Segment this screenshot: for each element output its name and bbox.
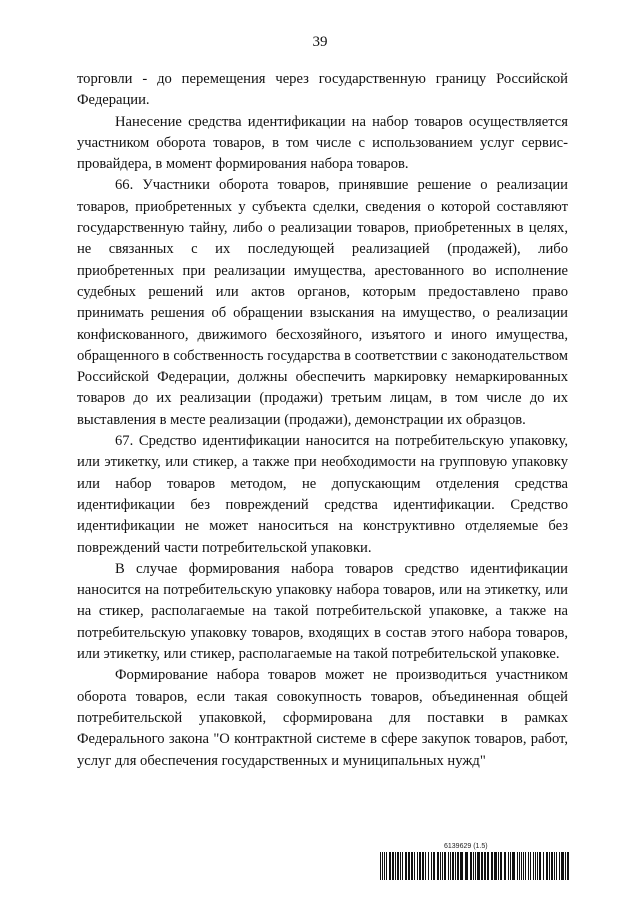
paragraph-set-of-goods: В случае формирования набора товаров средство идентификации наносится на потребительскую упаковку набора товаров, или на этикетку, или на стикер, располагаемые на такой потребительской упаковке, а также на потребительскую упаковку товаров, входящих в состав этого набора товаров, или этикетку, или стикер, располагаемые на такой потребительской упаковке. (77, 560, 568, 663)
paragraph-set-formation: Формирование набора товаров может не производиться участником оборота товаров, если такая совокупность товаров, объединенная общей потребительской упаковкой, сформирована для поставки в рамках Федерального закона "О контрактной системе в сфере закупок товаров, работ, услуг для обеспечения государственных и муниципальных нужд" (77, 667, 568, 769)
paragraph-marking-application: Нанесение средства идентификации на набор товаров осуществляется участником оборота товаров, в том числе с использованием услуг сервис-провайдера, в момент формирования набора товаров. (77, 113, 568, 173)
document-code: 6139629 (1.5) (444, 843, 488, 850)
page-number: 39 (312, 34, 328, 50)
paragraph-continuation: торговли - до перемещения через государственную границу Российской Федерации. (77, 71, 568, 109)
paragraph-66: 66. Участники оборота товаров, принявшие решение о реализации товаров, приобретенных у субъекта сделки, сведения о которой составляют государственную тайну, либо о реализации товаров, приобретенных в целях, не связанных с их последующей реализацией (продажей), либо приобретенных при реализации имущества, арестованного во исполнение судебных решений или актов органов, которым предоставлено право принимать решения об обращении взыскания на имущество, о реализации конфискованного, движимого бесхозяйного, изъятого и иного имущества, обращенного в собственность государства в соответствии с законодательством Российской Федерации, должны обеспечить маркировку немаркированных товаров до их реализации (продажи) третьим лицам, в том числе до их выставления в месте реализации (продажи), демонстрации их образцов. (77, 177, 568, 428)
paragraph-67: 67. Средство идентификации наносится на потребительскую упаковку, или этикетку, или стикер, а также при необходимости на групповую упаковку или набор товаров методом, не допускающим отделения средства идентификации без повреждений средства идентификации. Средство идентификации не может наноситься на конструктивно отделяемые без повреждений части потребительской упаковки. (77, 433, 568, 556)
document-body (77, 69, 568, 772)
barcode-icon (380, 852, 570, 880)
